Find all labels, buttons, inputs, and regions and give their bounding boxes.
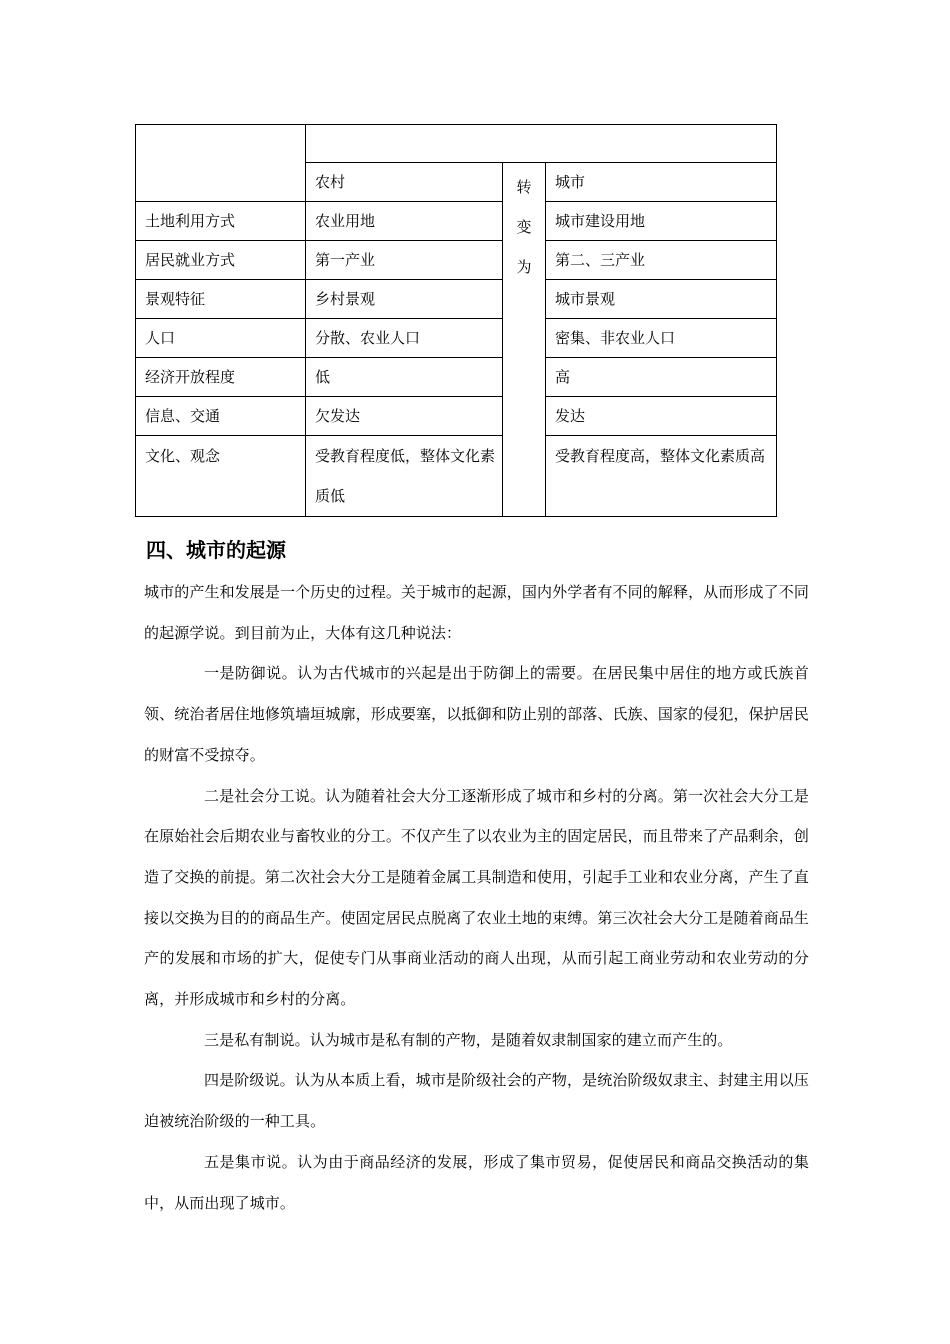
urban-value: 受教育程度高，整体文化素质高 [546,436,777,517]
section-heading: 四、城市的起源 [146,538,286,562]
urban-value: 密集、非农业人口 [546,319,777,358]
rural-value: 农业用地 [306,202,503,241]
urban-value: 第二、三产业 [546,241,777,280]
table-row [136,358,777,397]
rural-urban-comparison-table [135,124,777,517]
theory-paragraph: 四是阶级说。认为从本质上看，城市是阶级社会的产物，是统治阶级奴隶主、封建主用以压迫被统治阶级的一种工具。 [144,1071,809,1131]
transform-char: 为 [516,258,532,276]
rural-value: 受教育程度低，整体文化素质低 [306,436,503,517]
theory-paragraph: 三是私有制说。认为城市是私有制的产物，是随着奴隶制国家的建立而产生的。 [204,1030,733,1049]
table-row [136,436,777,517]
table-top-row [136,125,777,163]
theory-paragraph: 五是集市说。认为由于商品经济的发展，形成了集市贸易，促使居民和商品交换活动的集中，从而出现了城市。 [144,1152,809,1212]
row-label: 经济开放程度 [136,358,306,397]
rural-value: 欠发达 [306,397,503,436]
table-row [136,319,777,358]
urban-value: 城市景观 [546,280,777,319]
row-label: 景观特征 [136,280,306,319]
row-label: 土地利用方式 [136,202,306,241]
header-urban: 城市 [546,163,777,202]
rural-value: 第一产业 [306,241,503,280]
theory-paragraph: 一是防御说。认为古代城市的兴起是出于防御上的需要。在居民集中居住的地方或氏族首领、统治者居住地修筑墙垣城廓，形成要塞，以抵御和防止别的部落、氏族、国家的侵犯，保护居民的财富不受掠夺。 [144,664,809,764]
table-row [136,280,777,319]
section-body [144,572,809,1223]
urban-value: 发达 [546,397,777,436]
urban-value: 高 [546,358,777,397]
transform-cell [503,163,546,517]
row-label: 人口 [136,319,306,358]
table-row [136,202,777,241]
table-corner-cell [136,125,306,202]
transform-char: 变 [516,218,532,236]
theory-paragraph: 二是社会分工说。认为随着社会大分工逐渐形成了城市和乡村的分离。第一次社会大分工是在原始社会后期农业与畜牧业的分工。不仅产生了以农业为主的固定居民，而且带来了产品剩余，创造了交换的前提。第二次社会大分工是随着金属工具制造和使用，引起手工业和农业分离，产生了直接以交换为目的的商品生产。使固定居民点脱离了农业土地的束缚。第三次社会大分工是随着商品生产的发展和市场的扩大，促使专门从事商业活动的商人出现，从而引起工商业劳动和农业劳动的分离，并形成城市和乡村的分离。 [144,786,809,1009]
header-rural: 农村 [306,163,503,202]
urban-value: 城市建设用地 [546,202,777,241]
transform-char: 转 [516,178,532,196]
table-top-merged-cell [306,125,777,163]
row-label: 居民就业方式 [136,241,306,280]
rural-value: 低 [306,358,503,397]
table-row [136,241,777,280]
rural-value: 分散、农业人口 [306,319,503,358]
row-label: 信息、交通 [136,397,306,436]
row-label: 文化、观念 [136,436,306,517]
rural-value: 乡村景观 [306,280,503,319]
intro-paragraph: 城市的产生和发展是一个历史的过程。关于城市的起源，国内外学者有不同的解释，从而形成了不同的起源学说。到目前为止，大体有这几种说法： [144,583,809,642]
table-row [136,397,777,436]
